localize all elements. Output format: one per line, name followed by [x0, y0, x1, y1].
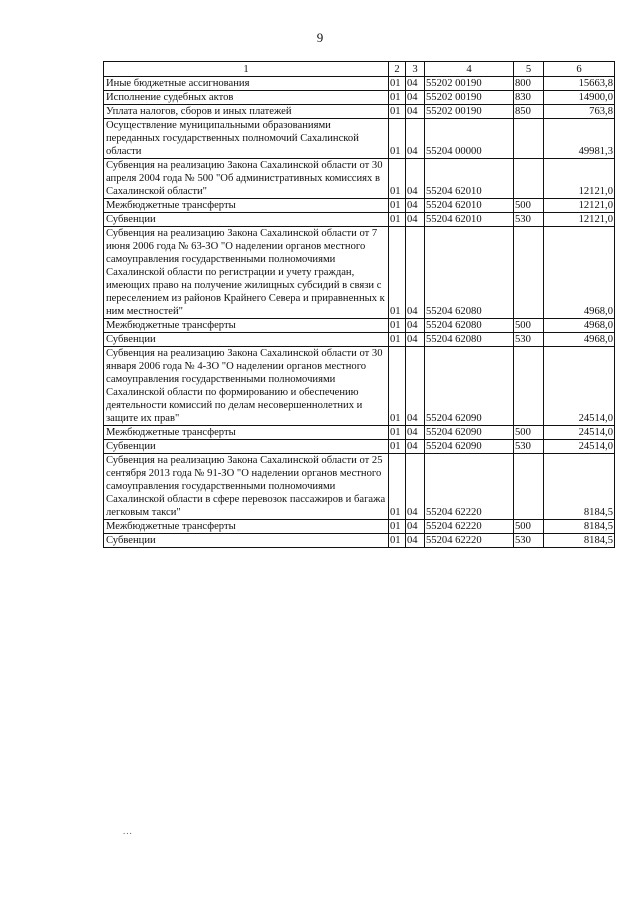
row-description: Межбюджетные трансферты — [104, 426, 389, 440]
row-amount: 24514,0 — [544, 347, 615, 426]
row-amount: 24514,0 — [544, 426, 615, 440]
row-section: 01 — [389, 333, 406, 347]
row-amount: 14900,0 — [544, 91, 615, 105]
row-subsection: 04 — [406, 333, 425, 347]
table-row — [104, 105, 615, 119]
table-row — [104, 534, 615, 548]
row-amount: 8184,5 — [544, 520, 615, 534]
row-subsection: 04 — [406, 426, 425, 440]
row-description: Субвенции — [104, 534, 389, 548]
row-description: Субвенции — [104, 440, 389, 454]
row-section: 01 — [389, 426, 406, 440]
row-section: 01 — [389, 199, 406, 213]
row-section: 01 — [389, 319, 406, 333]
row-description: Субвенция на реализацию Закона Сахалинской области от 30 апреля 2004 года № 500 "Об административных комиссиях в Сахалинской области" — [104, 159, 389, 199]
table-row — [104, 77, 615, 91]
table-row — [104, 426, 615, 440]
row-amount: 49981,3 — [544, 119, 615, 159]
table-row — [104, 319, 615, 333]
row-amount: 4968,0 — [544, 319, 615, 333]
table-row — [104, 440, 615, 454]
row-expense-type: 530 — [514, 440, 544, 454]
header-col-5: 5 — [514, 62, 544, 77]
row-subsection: 04 — [406, 77, 425, 91]
row-subsection: 04 — [406, 119, 425, 159]
row-description: Субвенция на реализацию Закона Сахалинской области от 7 июня 2006 года № 63-ЗО "О наделении органов местного самоуправления государственными полномочиями Сахалинской области по регистрации и учету граждан, имеющих право на получение жилищных субсидий в связи с переселением из районов Крайнего Севера и приравненных к ним местностей" — [104, 227, 389, 319]
row-section: 01 — [389, 213, 406, 227]
row-target-code: 55204 62220 — [425, 534, 514, 548]
row-target-code: 55204 62080 — [425, 227, 514, 319]
row-description: Субвенция на реализацию Закона Сахалинской области от 25 сентября 2013 года № 91-ЗО "О наделении органов местного самоуправления государственными полномочиями Сахалинской области в сфере перевозок пассажиров и багажа легковым такси" — [104, 454, 389, 520]
row-subsection: 04 — [406, 105, 425, 119]
row-amount: 4968,0 — [544, 333, 615, 347]
row-subsection: 04 — [406, 159, 425, 199]
row-target-code: 55204 62090 — [425, 426, 514, 440]
row-subsection: 04 — [406, 440, 425, 454]
row-expense-type — [514, 159, 544, 199]
row-target-code: 55202 00190 — [425, 105, 514, 119]
budget-table — [103, 61, 615, 548]
table-row — [104, 91, 615, 105]
footer-marks: ... — [123, 826, 133, 836]
row-target-code: 55204 62080 — [425, 333, 514, 347]
row-expense-type: 500 — [514, 520, 544, 534]
row-subsection: 04 — [406, 454, 425, 520]
header-col-3: 3 — [406, 62, 425, 77]
row-expense-type: 500 — [514, 426, 544, 440]
header-col-4: 4 — [425, 62, 514, 77]
header-col-6: 6 — [544, 62, 615, 77]
row-amount: 12121,0 — [544, 213, 615, 227]
row-target-code: 55204 62010 — [425, 159, 514, 199]
row-subsection: 04 — [406, 534, 425, 548]
row-target-code: 55204 62010 — [425, 199, 514, 213]
row-description: Межбюджетные трансферты — [104, 319, 389, 333]
row-target-code: 55204 00000 — [425, 119, 514, 159]
row-amount: 4968,0 — [544, 227, 615, 319]
header-col-2: 2 — [389, 62, 406, 77]
row-subsection: 04 — [406, 520, 425, 534]
row-amount: 24514,0 — [544, 440, 615, 454]
row-section: 01 — [389, 454, 406, 520]
row-expense-type: 500 — [514, 199, 544, 213]
row-section: 01 — [389, 227, 406, 319]
row-target-code: 55202 00190 — [425, 77, 514, 91]
row-description: Исполнение судебных актов — [104, 91, 389, 105]
table-row — [104, 213, 615, 227]
row-expense-type: 800 — [514, 77, 544, 91]
table-row — [104, 454, 615, 520]
row-description: Субвенции — [104, 333, 389, 347]
table-row — [104, 227, 615, 319]
row-section: 01 — [389, 91, 406, 105]
row-expense-type: 830 — [514, 91, 544, 105]
row-target-code: 55204 62080 — [425, 319, 514, 333]
row-target-code: 55204 62010 — [425, 213, 514, 227]
row-target-code: 55204 62220 — [425, 520, 514, 534]
row-target-code: 55204 62090 — [425, 347, 514, 426]
row-expense-type: 530 — [514, 534, 544, 548]
row-description: Межбюджетные трансферты — [104, 199, 389, 213]
table-row — [104, 159, 615, 199]
row-description: Иные бюджетные ассигнования — [104, 77, 389, 91]
row-description: Субвенции — [104, 213, 389, 227]
row-section: 01 — [389, 77, 406, 91]
header-col-1: 1 — [104, 62, 389, 77]
row-subsection: 04 — [406, 91, 425, 105]
row-description: Межбюджетные трансферты — [104, 520, 389, 534]
table-row — [104, 199, 615, 213]
row-section: 01 — [389, 159, 406, 199]
row-amount: 763,8 — [544, 105, 615, 119]
row-description: Осуществление муниципальными образованиями переданных государственных полномочий Сахалинской области — [104, 119, 389, 159]
row-target-code: 55204 62220 — [425, 454, 514, 520]
row-target-code: 55202 00190 — [425, 91, 514, 105]
row-expense-type — [514, 227, 544, 319]
row-expense-type — [514, 119, 544, 159]
row-section: 01 — [389, 119, 406, 159]
row-amount: 8184,5 — [544, 454, 615, 520]
table-row — [104, 520, 615, 534]
row-amount: 12121,0 — [544, 199, 615, 213]
row-description: Уплата налогов, сборов и иных платежей — [104, 105, 389, 119]
row-section: 01 — [389, 440, 406, 454]
row-section: 01 — [389, 534, 406, 548]
row-subsection: 04 — [406, 347, 425, 426]
table-row — [104, 119, 615, 159]
row-subsection: 04 — [406, 199, 425, 213]
row-subsection: 04 — [406, 227, 425, 319]
row-amount: 12121,0 — [544, 159, 615, 199]
row-subsection: 04 — [406, 319, 425, 333]
row-section: 01 — [389, 347, 406, 426]
row-amount: 15663,8 — [544, 77, 615, 91]
table-row — [104, 347, 615, 426]
row-expense-type — [514, 347, 544, 426]
row-target-code: 55204 62090 — [425, 440, 514, 454]
row-expense-type: 530 — [514, 333, 544, 347]
row-expense-type: 500 — [514, 319, 544, 333]
row-section: 01 — [389, 520, 406, 534]
row-expense-type: 850 — [514, 105, 544, 119]
row-amount: 8184,5 — [544, 534, 615, 548]
page-number: 9 — [316, 30, 324, 45]
row-description: Субвенция на реализацию Закона Сахалинской области от 30 января 2006 года № 4-ЗО "О наделении органов местного самоуправления государственными полномочиями Сахалинской области по формированию и обеспечению деятельности комиссий по делам несовершеннолетних и защите их прав" — [104, 347, 389, 426]
row-section: 01 — [389, 105, 406, 119]
row-subsection: 04 — [406, 213, 425, 227]
row-expense-type — [514, 454, 544, 520]
table-header-row — [104, 62, 615, 77]
row-expense-type: 530 — [514, 213, 544, 227]
table-row — [104, 333, 615, 347]
